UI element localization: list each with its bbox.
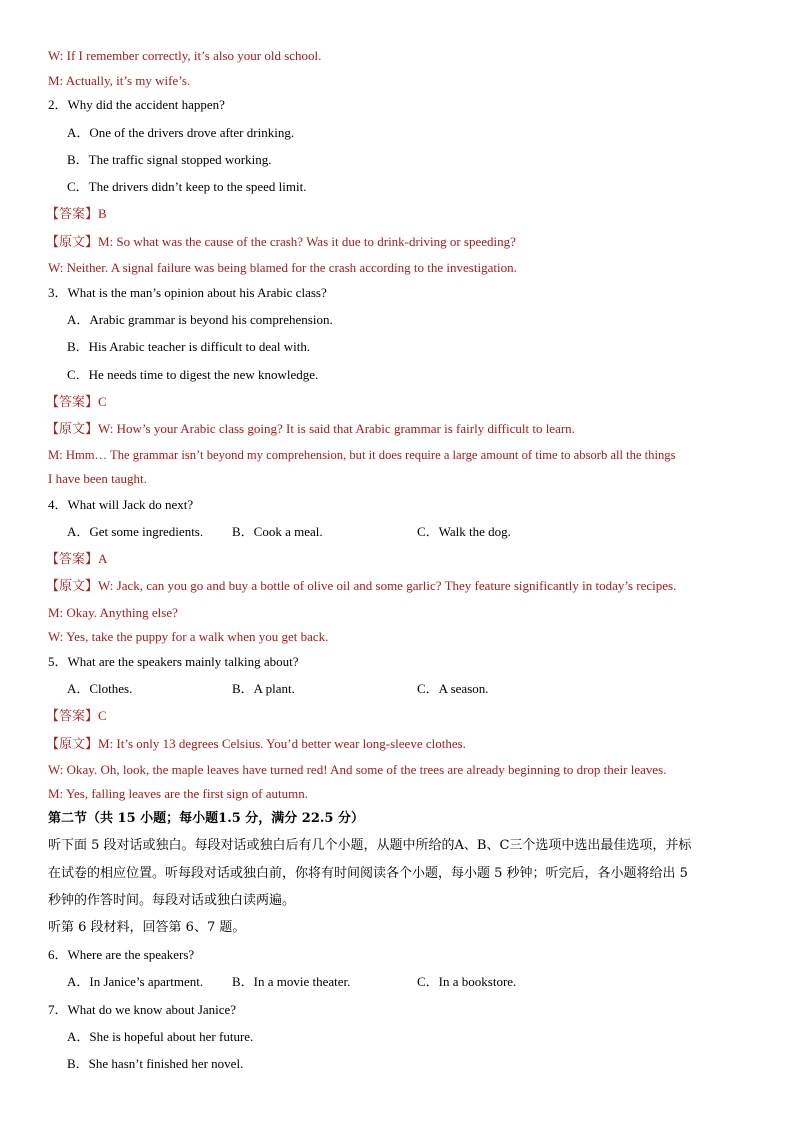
option-2b: B．The traffic signal stopped working.: [67, 152, 272, 167]
dialogue-line: W: Jack, can you go and buy a bottle of olive oil and some garlic? They feature significantly in today’s recipes.: [98, 578, 677, 593]
original-tag: 【原文】: [46, 422, 99, 437]
answer-3: [46, 393, 107, 412]
option-6b: B．In a movie theater.: [232, 974, 351, 989]
dialogue-line: M: Hmm… The grammar isn’t beyond my comprehension, but it does require a large amount of time to absorb all the things: [48, 448, 676, 462]
section-2-heading: 第二节（共 15 小题；每小题1.5 分，满分 22.5 分）: [48, 811, 364, 826]
option-3c: C．He needs time to digest the new knowledge.: [67, 367, 319, 382]
dialogue-line: W: How’s your Arabic class going? It is said that Arabic grammar is fairly difficult to learn.: [98, 421, 575, 436]
original-tag: 【原文】: [46, 737, 99, 752]
instructions-line: 秒钟的作答时间。每段对话或独白读两遍。: [48, 893, 296, 908]
question-5: 5．What are the speakers mainly talking about?: [48, 654, 299, 669]
question-4: 4．What will Jack do next?: [48, 497, 194, 512]
dialogue-line: W: Neither. A signal failure was being blamed for the crash according to the investigation.: [48, 260, 517, 275]
instructions-line: 听下面 5 段对话或独白。每段对话或独白后有几个小题，从题中所给的A、B、C三个选项中选出最佳选项，并标: [48, 838, 692, 853]
dialogue-line: M: It’s only 13 degrees Celsius. You’d better wear long-sleeve clothes.: [98, 736, 466, 751]
answer-5: [46, 707, 107, 726]
answer-tag: 【答案】: [46, 207, 99, 222]
original-tag: 【原文】: [46, 235, 99, 250]
option-5b: B．A plant.: [232, 681, 295, 696]
answer-2: [46, 205, 107, 224]
dialogue-line: I have been taught.: [48, 471, 147, 486]
option-7b: B．She hasn’t finished her novel.: [67, 1056, 244, 1071]
answer-tag: 【答案】: [46, 395, 99, 410]
question-6: 6．Where are the speakers?: [48, 947, 195, 962]
dialogue-line: M: So what was the cause of the crash? Was it due to drink-driving or speeding?: [98, 234, 516, 249]
dialogue-line: M: Okay. Anything else?: [48, 605, 178, 620]
answer-tag: 【答案】: [46, 709, 99, 724]
option-4a: A．Get some ingredients.: [67, 524, 204, 539]
option-2a: A．One of the drivers drove after drinking.: [67, 125, 295, 140]
answer-4: [46, 550, 107, 569]
option-3b: B．His Arabic teacher is difficult to deal with.: [67, 339, 311, 354]
answer-tag: 【答案】: [46, 552, 99, 567]
original-text-3: [46, 420, 575, 439]
original-text-2: [46, 233, 516, 252]
original-text-5: [46, 735, 466, 754]
dialogue-line: M: Yes, falling leaves are the first sign of autumn.: [48, 786, 308, 801]
option-4b: B．Cook a meal.: [232, 524, 323, 539]
original-tag: 【原文】: [46, 579, 99, 594]
answer-value: C: [98, 708, 107, 723]
option-5c: C．A season.: [417, 681, 489, 696]
instructions-line: 在试卷的相应位置。听每段对话或独白前，你将有时间阅读各个小题，每小题 5 秒钟；听完后，各小题将给出 5: [48, 866, 688, 881]
dialogue-line: W: If I remember correctly, it’s also your old school.: [48, 48, 322, 63]
question-7: 7．What do we know about Janice?: [48, 1002, 237, 1017]
answer-value: B: [98, 206, 107, 221]
answer-value: A: [98, 551, 108, 566]
option-6c: C．In a bookstore.: [417, 974, 517, 989]
option-7a: A．She is hopeful about her future.: [67, 1029, 254, 1044]
question-2: 2．Why did the accident happen?: [48, 97, 225, 112]
option-5a: A．Clothes.: [67, 681, 133, 696]
option-6a: A．In Janice’s apartment.: [67, 974, 204, 989]
question-3: 3．What is the man’s opinion about his Arabic class?: [48, 285, 327, 300]
instructions-line: 听第 6 段材料，回答第 6、7 题。: [48, 920, 246, 935]
option-3a: A．Arabic grammar is beyond his comprehension.: [67, 312, 333, 327]
original-text-4: [46, 577, 676, 596]
dialogue-line: W: Okay. Oh, look, the maple leaves have turned red! And some of the trees are already beginning to drop their leaves.: [48, 762, 667, 777]
answer-value: C: [98, 394, 107, 409]
option-4c: C．Walk the dog.: [417, 524, 511, 539]
dialogue-line: W: Yes, take the puppy for a walk when you get back.: [48, 629, 329, 644]
option-2c: C．The drivers didn’t keep to the speed limit.: [67, 179, 307, 194]
dialogue-line: M: Actually, it’s my wife’s.: [48, 73, 191, 88]
